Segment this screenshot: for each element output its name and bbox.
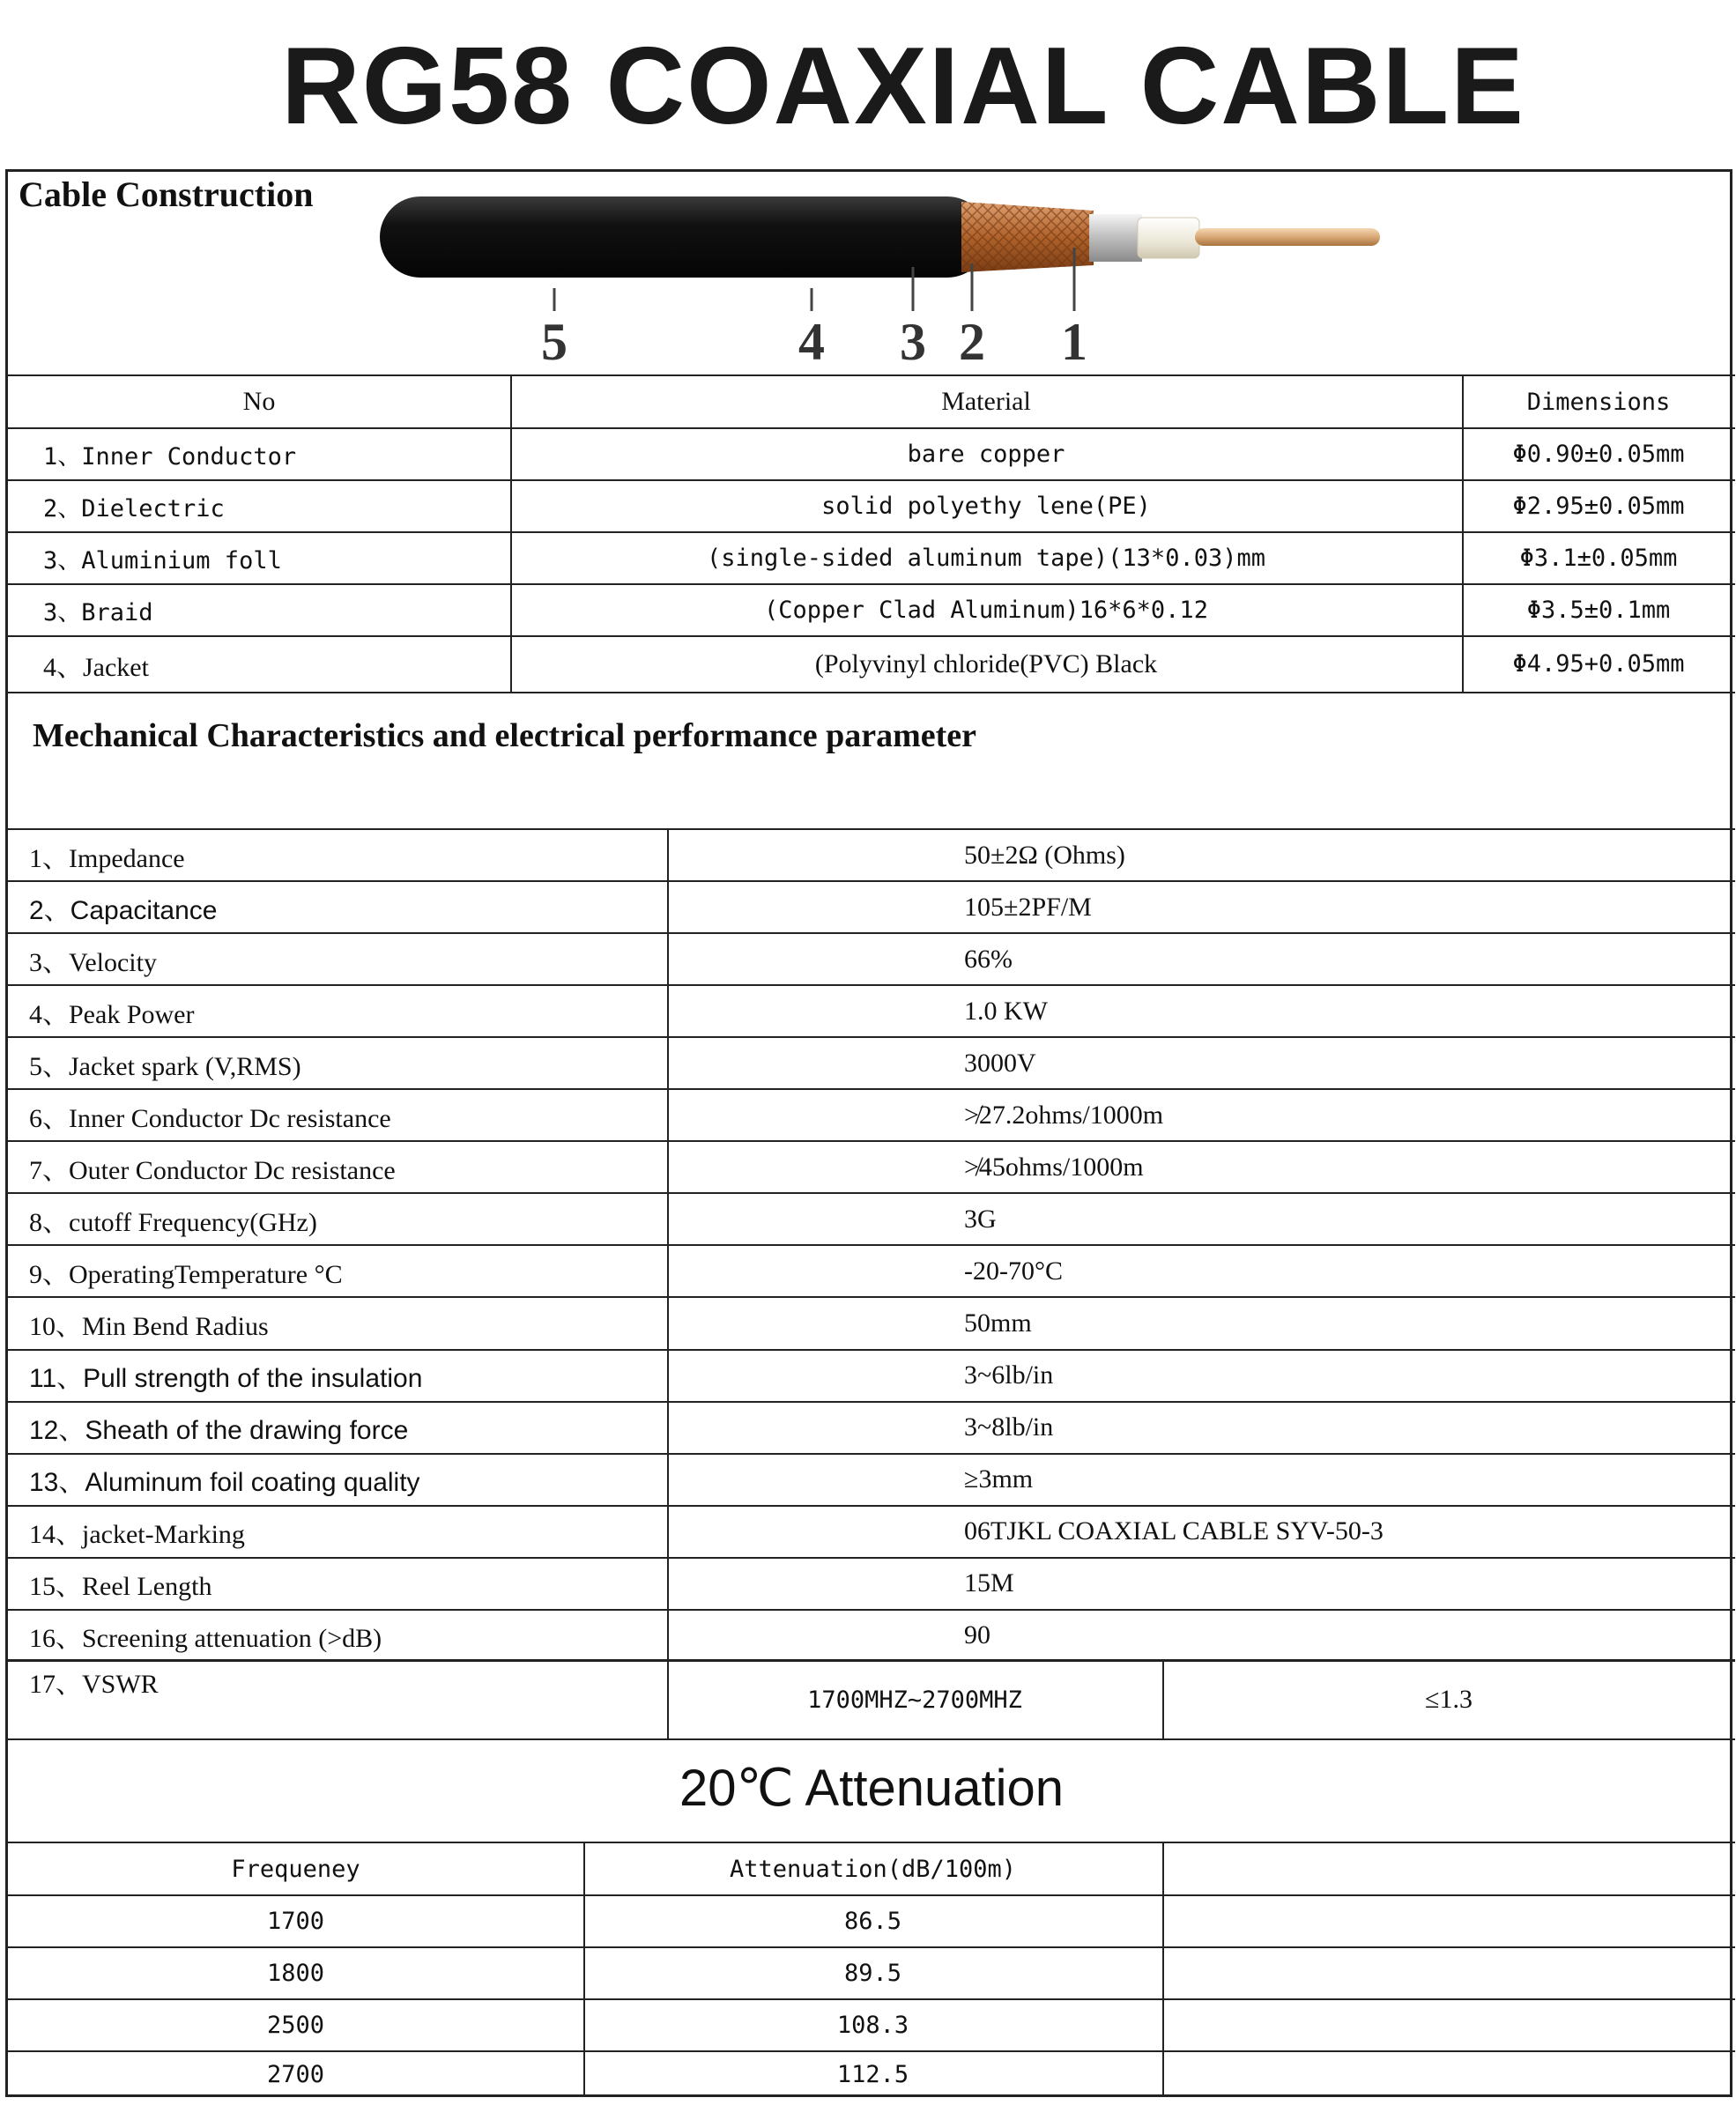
- layer-number-2: 2: [959, 313, 985, 371]
- mechanical-label: 8、cutoff Frequency(GHz): [29, 1207, 317, 1237]
- foil-layer: [1089, 214, 1142, 262]
- attenuation-frequency: 2700: [266, 2060, 325, 2088]
- mechanical-label: 7、Outer Conductor Dc resistance: [29, 1155, 396, 1185]
- construction-dimensions: Φ4.95+0.05mm: [1512, 650, 1685, 678]
- vswr-value: ≤1.3: [1425, 1685, 1473, 1714]
- mechanical-label: 12、Sheath of the drawing force: [29, 1416, 409, 1446]
- mechanical-label: 13、Aluminum foil coating quality: [29, 1468, 420, 1498]
- column-header-frequency: Frequeney: [231, 1855, 360, 1883]
- mechanical-value: 50mm: [964, 1308, 1032, 1338]
- mechanical-label: 6、Inner Conductor Dc resistance: [29, 1103, 391, 1133]
- mechanical-heading: Mechanical Characteristics and electrical performance parameter: [33, 717, 976, 754]
- attenuation-frequency: 2500: [266, 2011, 325, 2039]
- mechanical-label: 3、Velocity: [29, 947, 157, 977]
- vswr-label: 17、VSWR: [29, 1670, 159, 1699]
- construction-dimensions: Φ3.5±0.1mm: [1526, 596, 1671, 624]
- construction-no: 3、Braid: [43, 598, 153, 626]
- mechanical-label: 2、Capacitance: [29, 895, 218, 925]
- construction-no: 3、Aluminium foll: [43, 546, 282, 574]
- construction-material: (Copper Clad Aluminum)16*6*0.12: [764, 596, 1208, 624]
- mechanical-label: 11、Pull strength of the insulation: [29, 1364, 423, 1394]
- construction-no: 4、Jacket: [43, 652, 149, 682]
- attenuation-frequency: 1800: [266, 1959, 325, 1987]
- mechanical-label: 1、Impedance: [29, 843, 185, 873]
- inner-conductor-layer: [1195, 228, 1380, 246]
- construction-no: 2、Dielectric: [43, 494, 225, 523]
- column-header-material: Material: [941, 387, 1031, 416]
- mechanical-value: 66%: [964, 944, 1013, 974]
- column-header-no: No: [242, 387, 276, 416]
- construction-dimensions: Φ2.95±0.05mm: [1512, 492, 1685, 520]
- mechanical-value: 3000V: [964, 1048, 1036, 1078]
- construction-material: (Polyvinyl chloride(PVC) Black: [814, 649, 1158, 678]
- vswr-range: 1700MHZ~2700MHZ: [807, 1686, 1022, 1714]
- attenuation-heading: 20℃ Attenuation: [679, 1760, 1065, 1817]
- jacket-layer: [380, 196, 988, 278]
- mechanical-label: 15、Reel Length: [29, 1572, 212, 1602]
- cable-illustration: [353, 179, 1649, 373]
- construction-dimensions: Φ0.90±0.05mm: [1512, 440, 1685, 468]
- layer-number-5: 5: [541, 313, 568, 371]
- attenuation-value: 108.3: [836, 2011, 909, 2039]
- attenuation-value: 86.5: [843, 1907, 902, 1935]
- mechanical-value: 15M: [964, 1568, 1014, 1598]
- construction-material: (single-sided aluminum tape)(13*0.03)mm: [707, 544, 1265, 572]
- attenuation-value: 112.5: [836, 2060, 909, 2088]
- mechanical-value: 50±2Ω (Ohms): [964, 840, 1125, 870]
- dielectric-layer: [1138, 218, 1199, 258]
- mechanical-value: ≥3mm: [964, 1464, 1034, 1494]
- column-header-dimensions: Dimensions: [1526, 388, 1671, 416]
- mechanical-value: 06TJKL COAXIAL CABLE SYV-50-3: [964, 1516, 1384, 1546]
- column-header-attenuation: Attenuation(dB/100m): [729, 1855, 1017, 1883]
- mechanical-value: 90: [964, 1620, 990, 1650]
- mechanical-label: 9、OperatingTemperature °C: [29, 1259, 343, 1289]
- page-title: RG58 COAXIAL CABLE: [281, 26, 1525, 147]
- construction-heading: Cable Construction: [19, 174, 314, 214]
- spec-sheet: [5, 169, 1732, 2097]
- mechanical-value: ≯27.2ohms/1000m: [964, 1100, 1164, 1130]
- construction-material: solid polyethy lene(PE): [821, 492, 1151, 520]
- mechanical-value: 3G: [964, 1204, 997, 1234]
- mechanical-value: 3~8lb/in: [964, 1412, 1054, 1442]
- mechanical-label: 5、Jacket spark (V,RMS): [29, 1051, 301, 1081]
- construction-dimensions: Φ3.1±0.05mm: [1519, 544, 1678, 572]
- mechanical-value: -20-70°C: [964, 1256, 1063, 1286]
- layer-number-3: 3: [900, 313, 926, 371]
- mechanical-label: 4、Peak Power: [29, 999, 195, 1029]
- construction-material: bare copper: [907, 440, 1065, 468]
- mechanical-value: 105±2PF/M: [964, 892, 1092, 922]
- attenuation-value: 89.5: [843, 1959, 902, 1987]
- attenuation-frequency: 1700: [266, 1907, 325, 1935]
- mechanical-label: 16、Screening attenuation (>dB): [29, 1624, 382, 1654]
- mechanical-value: 1.0 KW: [964, 996, 1048, 1026]
- layer-number-4: 4: [798, 313, 825, 371]
- mechanical-label: 10、Min Bend Radius: [29, 1311, 269, 1341]
- mechanical-value: 3~6lb/in: [964, 1360, 1054, 1390]
- construction-no: 1、Inner Conductor: [43, 442, 297, 471]
- layer-number-1: 1: [1061, 313, 1087, 371]
- mechanical-value: ≯45ohms/1000m: [964, 1152, 1144, 1182]
- mechanical-label: 14、jacket-Marking: [29, 1520, 245, 1550]
